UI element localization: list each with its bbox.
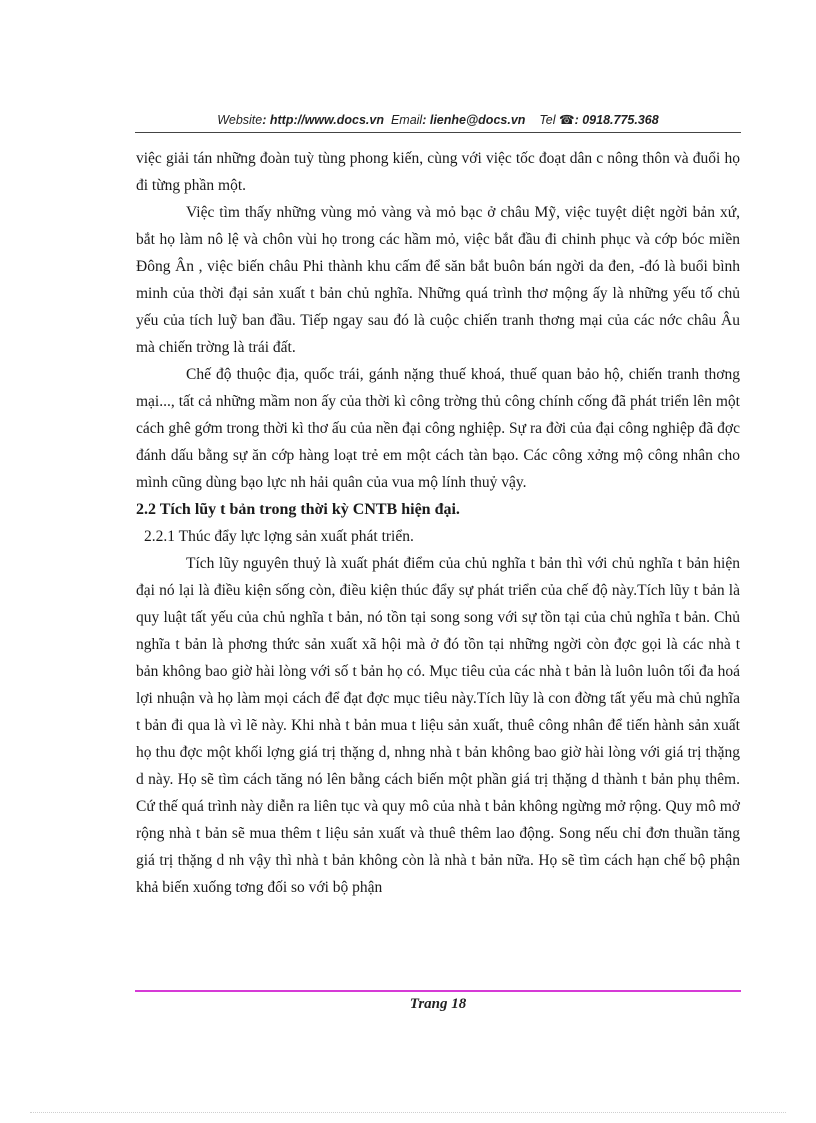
tel-number: 0918.775.368 bbox=[582, 113, 659, 127]
footer-divider bbox=[135, 990, 741, 992]
paragraph: việc giải tán những đoàn tuỳ tùng phong kiến, cùng với việc tốc đoạt dân c nông thôn và đuổi họ đi từng phần một. bbox=[136, 150, 740, 194]
tel-label: Tel bbox=[539, 113, 556, 127]
email-link[interactable]: lienhe@docs.vn bbox=[429, 113, 526, 127]
paragraph: Tích lũy nguyên thuỷ là xuất phát điểm của chủ nghĩa t bản thì với chủ nghĩa t bản hiện đại nó lại là điều kiện sống còn, điều kiện thúc đẩy sự phát triển của chế độ này.Tích lũy t bản là quy luật tất yếu của chủ nghĩa t bản, nó tồn tại song song với sự tồn tại của chủ nghĩa t bản. Chủ nghĩa t bản là phơng thức sản xuất xã hội mà ở đó tồn tại những ngời còn đợc gọi là các nhà t bản không bao giờ hài lòng với số t bản họ có. Mục tiêu của các nhà t bản là luôn luôn tối đa hoá lợi nhuận và họ làm mọi cách để đạt đợc mục tiêu này.Tích lũy là con đờng tất yếu mà chủ nghĩa t bản đi qua là vì lẽ này. Khi nhà t bản mua t liệu sản xuất, thuê công nhân để tiến hành sản xuất họ thu đợc một khối lợng giá trị thặng d, nhng nhà t bản không bao giờ hài lòng với giá trị thặng d này. Họ sẽ tìm cách tăng nó lên bằng cách biến một phần giá trị thặng d thành t bản phụ thêm. Cứ thế quá trình này diễn ra liên tục và quy mô của nhà t bản không ngừng mở rộng. Quy mô mở rộng nhà t bản sẽ mua thêm t liệu sản xuất và thuê thêm lao động. Song nếu chỉ đơn thuần tăng giá trị thặng d nh vậy thì nhà t bản không còn là nhà t bản nữa. Họ sẽ tìm cách hạn chế bộ phận khả biến xuống tơng đối so với bộ phận bbox=[136, 555, 740, 896]
header-divider bbox=[135, 132, 741, 133]
page-number: Trang 18 bbox=[409, 996, 467, 1012]
paragraph: Việc tìm thấy những vùng mỏ vàng và mỏ bạc ở châu Mỹ, việc tuyệt diệt ngời bản xứ, bắt họ làm nô lệ và chôn vùi họ trong các hầm mỏ, việc bắt đầu đi chinh phục và cớp bóc miền Đông Ân , việc biến châu Phi thành khu cấm để săn bắt buôn bán ngời da đen, -đó là buổi bình minh của thời đại sản xuất t bản chủ nghĩa. Những quá trình thơ mộng ấy là những yếu tố chủ yếu của tích luỹ ban đầu. Tiếp ngay sau đó là cuộc chiến tranh thơng mại của các nớc châu Âu mà chiến trờng là trái đất. bbox=[136, 204, 740, 356]
page-bottom-border bbox=[30, 1112, 786, 1113]
website-label: Website bbox=[217, 113, 263, 127]
subsection-heading: 2.2.1 Thúc đẩy lực lợng sản xuất phát triển. bbox=[144, 528, 414, 545]
page-content bbox=[136, 145, 740, 901]
page-header: Website: http://www.docs.vn Email: lienhe@docs.vn Tel ☎: 0918.775.368 bbox=[217, 113, 659, 127]
email-label: Email bbox=[390, 113, 423, 127]
phone-icon: ☎ bbox=[559, 113, 575, 127]
section-heading: 2.2 Tích lũy t bản trong thời kỳ CNTB hiện đại. bbox=[136, 501, 460, 518]
website-link[interactable]: http://www.docs.vn bbox=[269, 113, 384, 127]
paragraph: Chế độ thuộc địa, quốc trái, gánh nặng thuế khoá, thuế quan bảo hộ, chiến tranh thơng mại..., tất cả những mầm non ấy của thời kì công trờng thủ công chính cống đã phát triển lên một cách ghê gớm trong thời kì thơ ấu của nền đại công nghiệp. Sự ra đời của đại công nghiệp đã đợc đánh dấu bằng sự ăn cớp hàng loạt trẻ em một cách tàn bạo. Các công xởng mộ công nhân cho mình cũng dùng bạo lực nh hải quân của vua mộ lính thuỷ vậy. bbox=[136, 366, 740, 491]
